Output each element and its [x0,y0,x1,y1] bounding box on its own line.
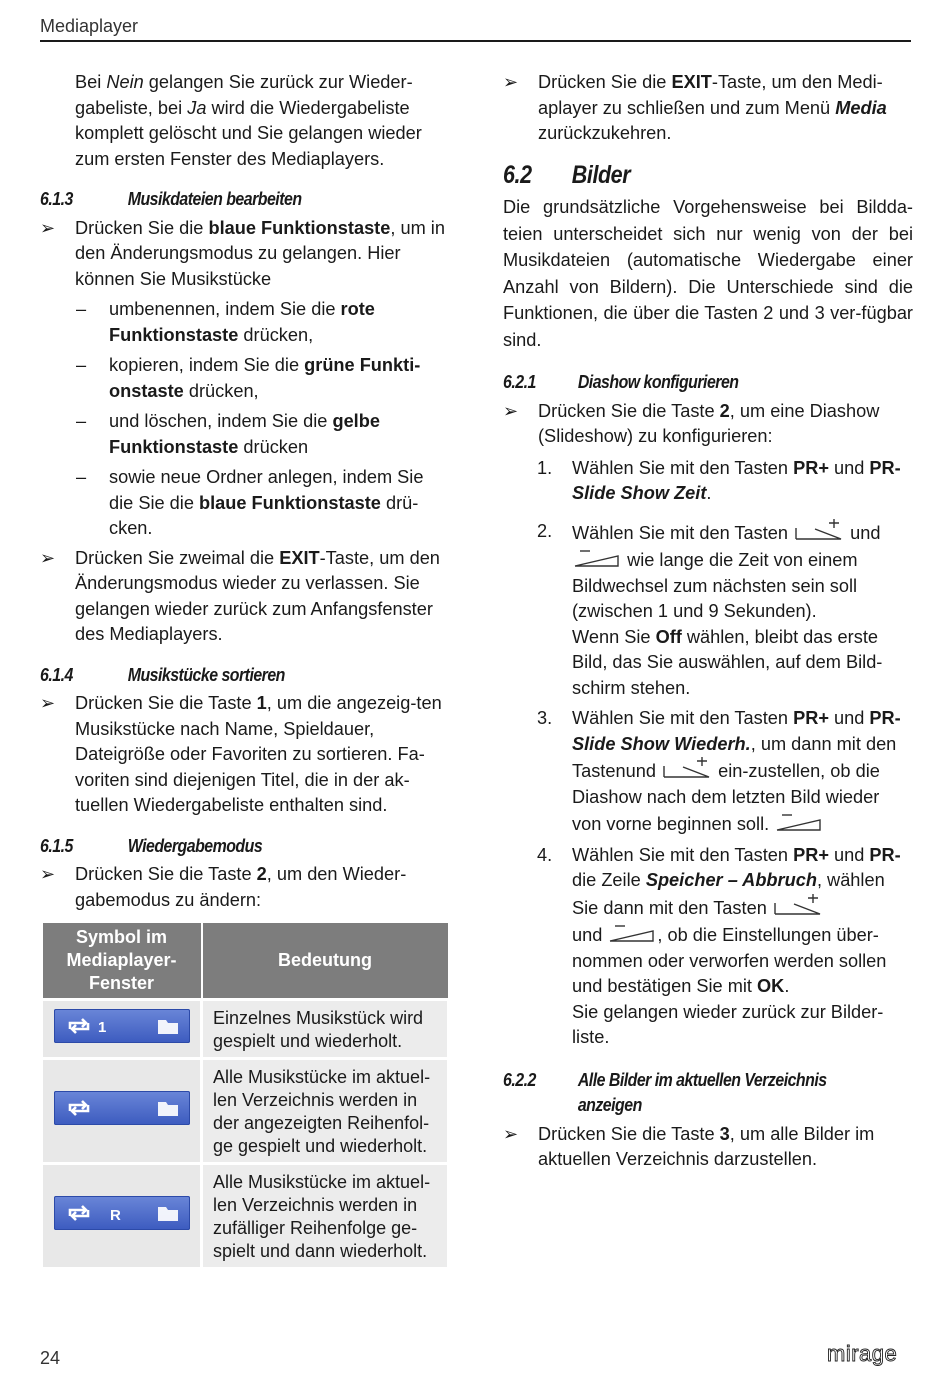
folder-icon [158,1207,178,1221]
volume-up-icon [772,894,824,916]
dash-item: – sowie neue Ordner anlegen, indem Sie die Sie die blaue Funktionstaste drü-cken. [76,467,424,538]
bullet-item: ➢ Drücken Sie die blaue Funktionstaste, um in den Änderungsmodus zu gelangen. Hier können Sie Musikstücke [40,217,445,289]
repeat-random-icon [54,1196,190,1230]
table-row: Alle Musikstücke im aktuel-len Verzeichnis werden in der angezeigten Reihenfol-ge gespielt und wiederholt. [42,1058,449,1163]
volume-down-icon [774,810,824,832]
bullet-item: ➢ Drücken Sie die Taste 3, um alle Bilder im aktuellen Verzeichnis darzustellen. [503,1123,875,1169]
bullet-arrow-icon: ➢ [40,217,56,238]
bullet-arrow-icon: ➢ [503,1123,519,1144]
table-header-symbol: Symbol im Mediaplayer-Fenster [42,922,202,999]
section-heading-6-2: 6.2 Bilder [503,160,631,189]
table-header-meaning: Bedeutung [202,922,449,999]
volume-up-icon [661,757,713,779]
numbered-item: 1. Wählen Sie mit den Tasten PR+ und PR- Slide Show Zeit. [537,457,901,503]
dash-item: – umbenennen, indem Sie die rote Funktionstaste drücken, [76,299,375,345]
numbered-item: 4. Wählen Sie mit den Tasten PR+ und PR- die Zeile Speicher – Abbruch, wählen Sie dann mit den Tasten und , ob die Einstellungen über-nommen oder verworfen werden sollen und bestätigen Sie mit OK. Sie gelangen wieder zurück zur Bilder-liste. [537,844,901,1047]
dash-item: – und löschen, indem Sie die gelbe Funktionstaste drücken [76,411,380,457]
page-header [40,12,911,42]
section-heading-6-2-1: 6.2.1 Diashow konfigurieren [503,371,739,392]
svg-text:1: 1 [97,1018,106,1036]
folder-icon [158,1020,178,1034]
repeat-one-icon [54,1009,190,1043]
svg-text:mirage: mirage [827,1342,898,1366]
bullet-arrow-icon: ➢ [503,72,519,92]
repeat-all-icon [54,1091,190,1125]
section-heading-6-1-3: 6.1.3 Musikdateien bearbeiten [40,188,302,209]
svg-text:R: R [109,1206,121,1224]
bullet-item: ➢ Drücken Sie die Taste 2, um eine Diashow (Slideshow) zu konfigurieren: [503,400,880,446]
section-heading-6-1-5: 6.1.5 Wiedergabemodus [40,834,263,856]
bullet-arrow-icon: ➢ [503,400,519,421]
paragraph-6-2: Die grundsätzliche Vorgehensweise bei Bildda-teien unterscheidet sich nur wenig von der bei Musikdateien (automatische Wiedergabe einer Anzahl von Bildern). Die Unterschiede sind die Funktionen, die über die Tasten 2 und 3 ver-fügbar sind. [503,197,913,350]
mirage-logo [826,1342,912,1374]
playback-mode-table [40,921,450,1270]
intro-paragraph: Bei Nein gelangen Sie zurück zur Wieder-gabeliste, bei Ja wird die Wiedergabeliste komplett gelöscht und Sie gelangen wieder zum ersten Fenster des Mediaplayers. [75,72,422,169]
section-heading-6-1-4: 6.1.4 Musikstücke sortieren [40,663,285,685]
folder-icon [158,1102,178,1116]
bullet-item: ➢ Drücken Sie die EXIT-Taste, um den Medi-aplayer zu schließen und zum Menü Media zurückzukehren. [503,72,887,143]
dash-item: – kopieren, indem Sie die grüne Funkti-onstaste drücken, [76,355,421,401]
bullet-item: ➢ Drücken Sie die Taste 2, um den Wieder-gabemodus zu ändern: [40,864,407,910]
bullet-arrow-icon: ➢ [40,547,56,568]
bullet-arrow-icon: ➢ [40,864,56,884]
bullet-arrow-icon: ➢ [40,693,56,713]
left-column [40,70,450,1270]
right-column [503,70,913,1173]
bullet-item: ➢ Drücken Sie zweimal die EXIT-Taste, um den Änderungsmodus wieder zu verlassen. Sie gelangen wieder zurück zum Anfangsfenster des Mediaplayers. [40,547,440,644]
numbered-item: 3. Wählen Sie mit den Tasten PR+ und PR- Slide Show Wiederh., um dann mit den Tastenund ein-zustellen, ob die Diashow nach dem letzten Bild wieder von vorne beginnen soll. [537,708,901,834]
volume-down-icon [607,921,657,943]
page-number: 24 [40,1348,61,1368]
volume-up-icon [793,519,845,541]
table-row: R Alle Musikstücke im aktuel-len Verzeichnis werden in zufälliger Reihenfolge ge-spielt und dann wiederholt. [42,1163,449,1268]
section-heading-6-2-2: 6.2.2 Alle Bilder im aktuellen Verzeichnis anzeigen [503,1068,827,1115]
header-title: Mediaplayer [40,16,139,36]
table-row: 1 Einzelnes Musikstück wird gespielt und wiederholt. [42,999,449,1058]
numbered-item: 2. Wählen Sie mit den Tasten und wie lange die Zeit von einem Bildwechsel zum nächsten sein soll (zwischen 1 und 9 Sekunden). Wenn Sie Off wählen, bleibt das erste Bild, das Sie auswählen, auf dem Bild-schirm stehen. [503,519,913,702]
volume-down-icon [572,546,622,568]
bullet-item: ➢ Drücken Sie die Taste 1, um die angezeig-ten Musikstücke nach Name, Spieldauer, Dateigröße oder Favoriten zu sortieren. Fa-voriten sind diejenigen Titel, die in der ak-tuellen Wiedergabeliste enthalten sind. [40,693,442,815]
